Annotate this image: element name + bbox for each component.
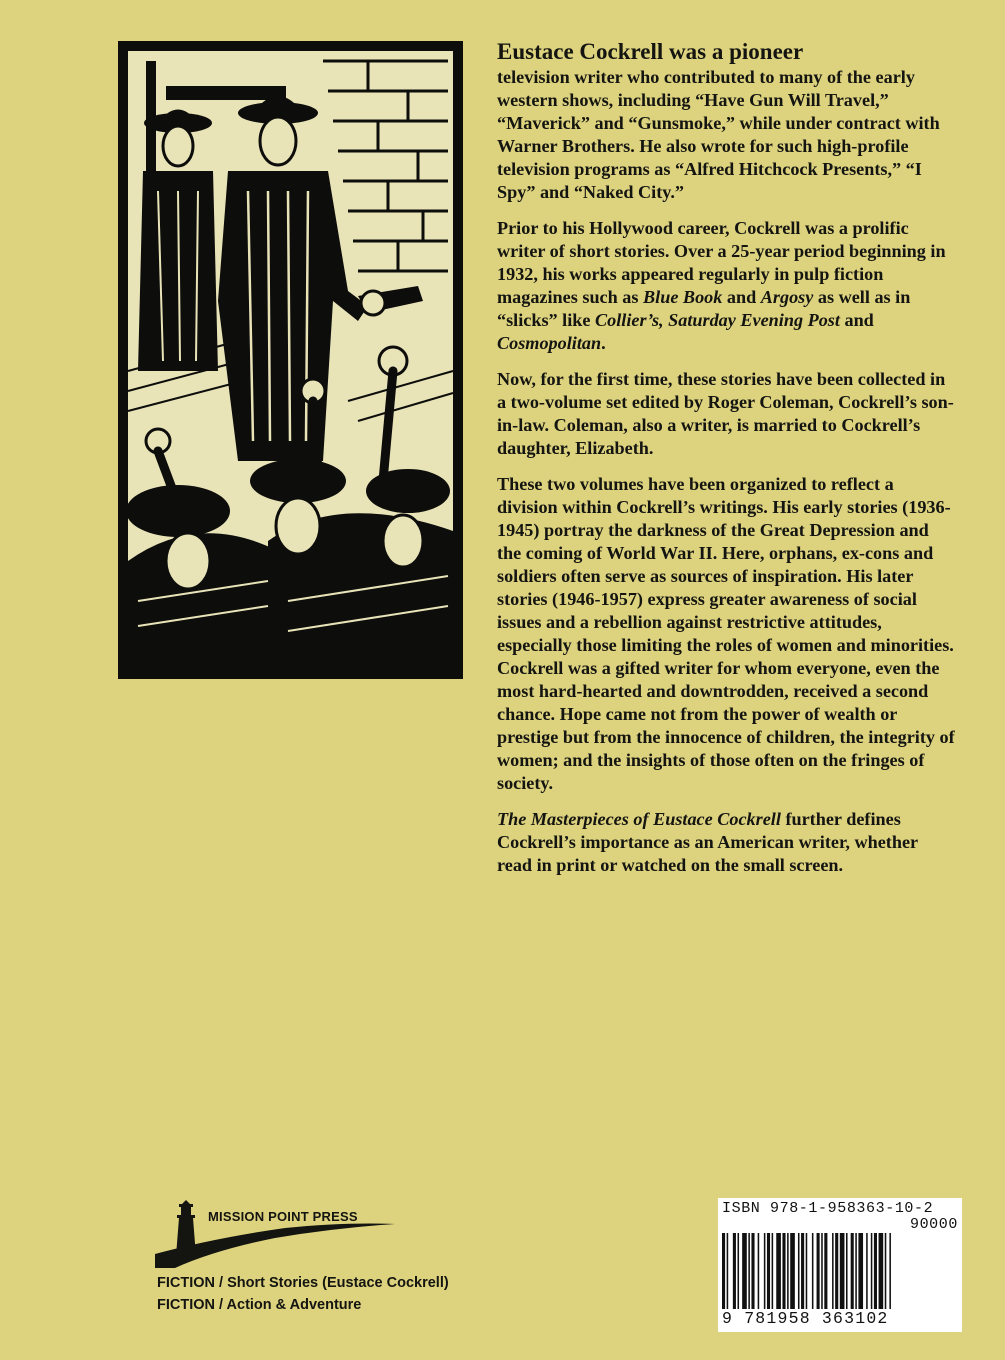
barcode-bar <box>855 1233 857 1313</box>
blurb-paragraph-4: These two volumes have been organized to reflect a division within Cockrell’s writings. His early stories (1936-1945) portray the darkness of the Great Depression and the coming of World War II. Here, orphans, ex-cons and soldiers often serve as sources of inspiration. His later stories (1946-1957) express greater awareness of social issues and a rebellion against restrictive attitudes, especially those limiting the roles of women and minorities. Cockrell was a gifted writer for whom everyone, even the most hard-hearted and downtrodden, received a second chance. Hope came not from the power of wealth or prestige but from the innocence of children, the integrity of women; and the insights of those often on the fringes of society. <box>497 474 955 793</box>
blurb-paragraph-5 <box>497 808 957 877</box>
blurb-p2-text-d: and <box>839 310 874 330</box>
barcode-bar <box>832 1233 834 1313</box>
barcode-bar <box>851 1233 854 1313</box>
barcode-bar <box>846 1233 848 1313</box>
barcode-bar <box>889 1233 891 1313</box>
barcode-bar <box>874 1233 877 1313</box>
barcode-bars <box>722 1233 958 1313</box>
barcode-bar <box>738 1233 740 1313</box>
blurb-p1-rest: television writer who contributed to many of the early western shows, including “Have Gun Will Travel,” “Maverick” and “Gunsmoke,” while under contract with Warner Brothers. He also wrote for such high-profile television programs as “Alfred Hitchcock Presents,” “I Spy” and “Naked City.” <box>497 67 940 202</box>
cover-illustration <box>118 41 463 679</box>
barcode-bar <box>748 1233 750 1313</box>
barcode-bar <box>866 1233 868 1313</box>
magazine-cosmopolitan: Cosmopolitan <box>497 333 602 353</box>
barcode-bar <box>812 1233 814 1313</box>
magazine-colliers-post: Collier’s, Saturday Evening Post <box>595 310 840 330</box>
barcode-bar <box>840 1233 845 1313</box>
category-line: FICTION / Action & Adventure <box>157 1297 362 1313</box>
blurb-p2-text-c: as well as in “slicks” like <box>497 287 911 330</box>
price-code: 90000 <box>909 1216 958 1233</box>
barcode-bar <box>858 1233 863 1313</box>
barcode-bar <box>817 1233 820 1313</box>
magazine-argosy: Argosy <box>760 287 814 307</box>
barcode-bar <box>879 1233 884 1313</box>
category-line: FICTION / Short Stories (Eustace Cockrell) <box>157 1275 449 1291</box>
book-title: The Masterpieces of Eustace Cockrell <box>497 809 781 829</box>
barcode-bar <box>764 1233 766 1313</box>
barcode-bar <box>801 1233 804 1313</box>
blurb-paragraph-2 <box>497 217 957 355</box>
barcode-bar <box>824 1233 827 1313</box>
barcode-bar <box>767 1233 770 1313</box>
barcode-bar <box>885 1233 887 1313</box>
barcode-bar <box>782 1233 785 1313</box>
barcode-bar <box>772 1233 774 1313</box>
back-cover-blurb <box>497 38 957 890</box>
blurb-p2-text-e: . <box>601 333 606 353</box>
blurb-p2-text-a: Prior to his Hollywood career, Cockrell was a prolific writer of short stories. Over a 25-year period beginning in 1932, his works appeared regularly in pulp fiction magazines such as <box>497 218 946 307</box>
barcode-digits: 9 781958 363102 <box>722 1309 889 1328</box>
barcode-bar <box>835 1233 838 1313</box>
magazine-blue-book: Blue Book <box>643 287 723 307</box>
blurb-p2-text-b: and <box>722 287 761 307</box>
barcode-bar <box>733 1233 736 1313</box>
blurb-paragraph-1 <box>497 38 957 204</box>
blurb-p5-rest: further defines Cockrell’s importance as an American writer, whether read in print or watched on the small screen. <box>497 809 918 875</box>
publisher-name: MISSION POINT PRESS <box>208 1209 358 1224</box>
blurb-paragraph-3: Now, for the first time, these stories have been collected in a two-volume set edited by Roger Coleman, Cockrell’s son-in-law. Coleman, also a writer, is married to Cockrell’s daughter, Elizabeth. <box>497 369 954 458</box>
barcode-bar <box>742 1233 747 1313</box>
barcode-bar <box>798 1233 800 1313</box>
isbn-barcode <box>718 1198 962 1332</box>
bisac-categories <box>157 1272 449 1316</box>
barcode-bar <box>806 1233 808 1313</box>
blurb-lead: Eustace Cockrell was a pioneer <box>497 39 804 64</box>
barcode-bar <box>727 1233 729 1313</box>
barcode-bar <box>871 1233 873 1313</box>
barcode-bar <box>821 1233 823 1313</box>
barcode-bar <box>722 1233 725 1313</box>
barcode-bar <box>776 1233 781 1313</box>
barcode-bar <box>758 1233 760 1313</box>
barcode-bar <box>790 1233 795 1313</box>
barcode-bar <box>751 1233 754 1313</box>
publisher-logo <box>155 1198 400 1276</box>
barcode-bar <box>787 1233 789 1313</box>
isbn-label: ISBN 978-1-958363-10-2 <box>722 1200 934 1217</box>
